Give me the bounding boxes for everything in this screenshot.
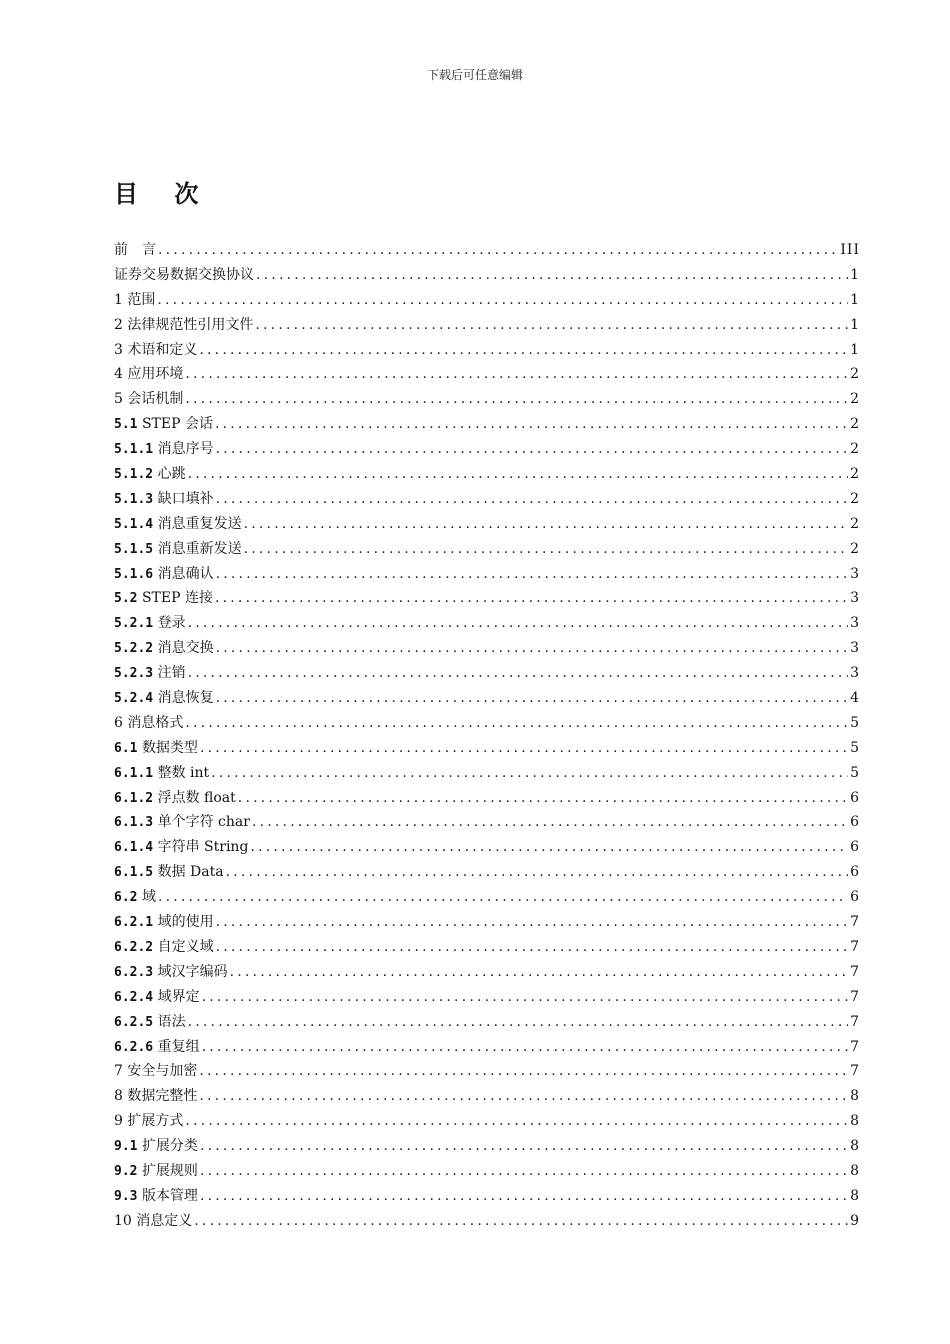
toc-entry[interactable]: [114, 860, 860, 885]
toc-entry-text: 法律规范性引用文件: [127, 316, 254, 333]
toc-leader-dots: [158, 238, 838, 263]
toc-list: [114, 238, 860, 1234]
toc-entry-page: 6: [850, 814, 860, 831]
toc-entry-page: 8: [850, 1113, 860, 1130]
toc-entry[interactable]: [114, 885, 860, 910]
toc-entry-number: 6.1.1: [114, 765, 154, 781]
toc-leader-dots: [216, 487, 848, 512]
toc-entry-page: 7: [850, 1038, 860, 1055]
toc-entry-text: 整数 int: [157, 764, 210, 781]
toc-entry-number: 6.2.4: [114, 989, 154, 1005]
toc-entry-label: [114, 1084, 199, 1109]
toc-leader-dots: [188, 462, 848, 487]
toc-entry-label: [114, 562, 216, 588]
toc-entry-number: 5: [114, 391, 123, 408]
toc-entry-label: [114, 885, 158, 911]
toc-leader-dots: [199, 338, 848, 363]
toc-leader-dots: [199, 1059, 848, 1084]
toc-entry-number: 5.1.6: [114, 566, 154, 582]
toc-entry-page: 2: [850, 490, 860, 507]
toc-leader-dots: [250, 835, 848, 860]
toc-leader-dots: [185, 387, 848, 412]
toc-entry-label: [114, 1134, 200, 1160]
toc-leader-dots: [252, 810, 848, 835]
toc-entry-text: 安全与加密: [127, 1063, 198, 1080]
toc-entry-page: 7: [850, 938, 860, 955]
toc-entry-label: [114, 1010, 188, 1036]
toc-entry[interactable]: [114, 338, 860, 363]
toc-entry-number: 5.2.2: [114, 641, 154, 657]
toc-entry-page: 6: [850, 889, 860, 906]
toc-entry-page: 2: [850, 540, 860, 557]
toc-entry-text: 消息交换: [157, 640, 214, 657]
toc-entry-page: 2: [850, 466, 860, 483]
toc-entry-page: 5: [850, 764, 860, 781]
toc-entry-number: 6: [114, 714, 123, 731]
toc-entry-text: 范围: [127, 291, 156, 308]
toc-leader-dots: [216, 562, 848, 587]
toc-entry-page: 7: [850, 963, 860, 980]
toc-leader-dots: [230, 960, 848, 985]
toc-entry-text: 注销: [157, 665, 186, 682]
toc-entry-text: 消息确认: [157, 565, 214, 582]
toc-entry-number: 5.2.3: [114, 666, 154, 682]
toc-entry[interactable]: [114, 711, 860, 736]
toc-entry-text: 版本管理: [141, 1187, 198, 1204]
toc-entry-number: 5.1.3: [114, 491, 154, 507]
toc-leader-dots: [158, 885, 848, 910]
toc-entry-number: 7: [114, 1063, 123, 1080]
toc-entry[interactable]: [114, 661, 860, 686]
toc-entry[interactable]: [114, 362, 860, 387]
toc-entry-page: 9: [850, 1212, 860, 1229]
toc-entry-page: 7: [850, 914, 860, 931]
toc-leader-dots: [215, 412, 848, 437]
toc-entry-text: 域界定: [157, 988, 200, 1005]
toc-entry[interactable]: [114, 985, 860, 1010]
toc-entry[interactable]: [114, 288, 860, 313]
toc-entry[interactable]: [114, 313, 860, 338]
toc-entry-page: 8: [850, 1187, 860, 1204]
toc-entry-page: III: [840, 242, 860, 258]
toc-entry-page: 5: [850, 714, 860, 731]
toc-entry-label: [114, 537, 244, 563]
toc-entry[interactable]: [114, 1010, 860, 1035]
toc-entry-label: [114, 338, 199, 363]
toc-entry-page: 7: [850, 1013, 860, 1030]
toc-entry[interactable]: [114, 1134, 860, 1159]
toc-entry-label: [114, 736, 200, 762]
toc-entry-label: [114, 487, 216, 513]
toc-leader-dots: [185, 1109, 848, 1134]
toc-entry-number: 8: [114, 1088, 123, 1105]
toc-entry-text: 扩展规则: [141, 1162, 198, 1179]
toc-entry-text: 缺口填补: [157, 490, 214, 507]
toc-title: 目 次: [114, 180, 213, 208]
toc-entry-page: 1: [850, 266, 860, 283]
toc-entry-number: 5.1.2: [114, 467, 154, 483]
toc-entry-text: 消息重新发送: [157, 540, 242, 557]
toc-entry[interactable]: [114, 238, 860, 263]
toc-entry-number: 6.2.3: [114, 964, 154, 980]
toc-entry-number: 2: [114, 316, 123, 333]
toc-entry-label: [114, 711, 185, 736]
toc-entry-page: 6: [850, 839, 860, 856]
toc-entry[interactable]: [114, 412, 860, 437]
toc-entry-page: 1: [850, 341, 860, 358]
toc-entry-label: [114, 835, 250, 861]
toc-entry[interactable]: [114, 586, 860, 611]
toc-entry-number: 1: [114, 291, 123, 308]
toc-entry-label: [114, 661, 188, 687]
toc-entry[interactable]: [114, 487, 860, 512]
toc-entry-label: [114, 860, 226, 886]
toc-entry-number: 5.2.1: [114, 616, 154, 632]
toc-entry-label: [114, 263, 256, 288]
toc-entry-label: [114, 636, 216, 662]
toc-leader-dots: [244, 512, 848, 537]
toc-leader-dots: [215, 586, 848, 611]
toc-entry[interactable]: [114, 512, 860, 537]
toc-entry-page: 3: [850, 565, 860, 582]
toc-entry-number: 6.1: [114, 740, 138, 756]
toc-entry[interactable]: [114, 686, 860, 711]
toc-entry[interactable]: [114, 1209, 860, 1234]
toc-entry-label: [114, 810, 252, 836]
toc-entry-text: 浮点数 float: [157, 789, 236, 806]
toc-entry[interactable]: [114, 736, 860, 761]
toc-leader-dots: [238, 786, 848, 811]
toc-entry[interactable]: [114, 636, 860, 661]
toc-entry[interactable]: [114, 437, 860, 462]
toc-entry-label: [114, 611, 188, 637]
toc-leader-dots: [244, 537, 848, 562]
toc-entry-label: [114, 1109, 185, 1134]
toc-entry-label: [114, 586, 215, 612]
toc-entry[interactable]: [114, 810, 860, 835]
toc-entry-number: 3: [114, 341, 123, 358]
toc-entry-page: 2: [850, 441, 860, 458]
toc-entry-page: 3: [850, 665, 860, 682]
toc-entry[interactable]: [114, 910, 860, 935]
toc-entry-label: [114, 985, 202, 1011]
toc-entry[interactable]: [114, 1059, 860, 1084]
toc-entry-label: [114, 512, 244, 538]
toc-entry-number: 9: [114, 1113, 123, 1130]
toc-entry[interactable]: [114, 387, 860, 412]
toc-entry-text: 心跳: [157, 466, 186, 483]
toc-entry[interactable]: [114, 1159, 860, 1184]
toc-entry-text: 消息恢复: [157, 690, 214, 707]
toc-entry[interactable]: [114, 1184, 860, 1209]
toc-entry-label: [114, 1209, 194, 1234]
toc-entry-text: 语法: [157, 1013, 186, 1030]
toc-entry-label: [114, 387, 185, 412]
toc-entry-text: 登录: [157, 615, 186, 632]
toc-entry-number: 6.1.4: [114, 840, 154, 856]
toc-entry-number: 5.1.4: [114, 516, 154, 532]
toc-leader-dots: [194, 1209, 848, 1234]
toc-leader-dots: [255, 313, 848, 338]
toc-entry-number: 6.2.6: [114, 1039, 154, 1055]
toc-entry-page: 6: [850, 789, 860, 806]
toc-leader-dots: [226, 860, 848, 885]
toc-entry-page: 2: [850, 515, 860, 532]
toc-entry-page: 8: [850, 1088, 860, 1105]
toc-entry-number: 6.2.1: [114, 915, 154, 931]
toc-entry-text: 证券交易数据交换协议: [114, 266, 254, 283]
toc-entry-number: 6.2.5: [114, 1014, 154, 1030]
toc-entry-label: [114, 960, 230, 986]
toc-leader-dots: [200, 1184, 848, 1209]
toc-leader-dots: [216, 686, 848, 711]
toc-entry-number: 9.3: [114, 1188, 138, 1204]
toc-entry-label: [114, 362, 185, 387]
toc-entry-number: 6.1.3: [114, 815, 154, 831]
toc-entry-label: [114, 935, 216, 961]
toc-entry-text: 数据完整性: [127, 1088, 198, 1105]
toc-leader-dots: [188, 661, 848, 686]
toc-entry[interactable]: [114, 761, 860, 786]
toc-entry-text: 扩展分类: [141, 1138, 198, 1155]
toc-entry-number: 6.1.5: [114, 865, 154, 881]
toc-entry-label: [114, 910, 216, 936]
toc-entry-number: 9.2: [114, 1163, 138, 1179]
toc-entry-page: 3: [850, 615, 860, 632]
toc-entry-text: 自定义域: [157, 938, 214, 955]
toc-entry-text: 消息序号: [157, 441, 214, 458]
toc-entry-number: 4: [114, 366, 123, 383]
toc-entry-page: 7: [850, 1063, 860, 1080]
toc-entry[interactable]: [114, 1084, 860, 1109]
toc-entry-page: 6: [850, 864, 860, 881]
toc-entry[interactable]: [114, 960, 860, 985]
toc-leader-dots: [188, 1010, 848, 1035]
toc-leader-dots: [256, 263, 848, 288]
toc-entry[interactable]: [114, 611, 860, 636]
toc-entry-page: 3: [850, 590, 860, 607]
toc-entry-text: 域的使用: [157, 914, 214, 931]
toc-entry-label: [114, 437, 216, 463]
toc-entry-text: 域汉字编码: [157, 963, 228, 980]
toc-entry-text: 应用环境: [127, 366, 184, 383]
toc-leader-dots: [216, 437, 848, 462]
toc-entry-page: 8: [850, 1138, 860, 1155]
toc-entry[interactable]: [114, 263, 860, 288]
toc-entry-number: 6.1.2: [114, 790, 154, 806]
toc-leader-dots: [157, 288, 848, 313]
toc-entry-label: [114, 686, 216, 712]
toc-entry-text: 会话机制: [127, 391, 184, 408]
toc-leader-dots: [185, 362, 848, 387]
toc-leader-dots: [216, 636, 848, 661]
toc-entry-number: 6.2: [114, 890, 138, 906]
toc-entry-number: 5.2.4: [114, 691, 154, 707]
toc-entry-page: 8: [850, 1162, 860, 1179]
toc-entry-number: 6.2.2: [114, 939, 154, 955]
toc-entry-text: 重复组: [157, 1038, 200, 1055]
toc-entry-label: [114, 1184, 200, 1210]
toc-entry-text: 消息格式: [127, 714, 184, 731]
toc-entry-text: 术语和定义: [127, 341, 198, 358]
toc-entry-page: 2: [850, 366, 860, 383]
toc-entry-text: 前 言: [114, 242, 156, 258]
toc-entry-label: [114, 288, 157, 313]
toc-entry-label: [114, 412, 215, 438]
toc-entry-page: 3: [850, 640, 860, 657]
toc-entry-text: 数据类型: [141, 739, 198, 756]
toc-entry-label: [114, 1035, 202, 1061]
toc-entry-text: 域: [141, 889, 156, 906]
toc-entry[interactable]: [114, 786, 860, 811]
toc-entry-label: [114, 313, 255, 338]
toc-entry[interactable]: [114, 562, 860, 587]
toc-entry-page: 1: [850, 291, 860, 308]
toc-entry-text: STEP 连接: [141, 590, 213, 607]
toc-entry-label: [114, 786, 238, 812]
toc-entry-text: 扩展方式: [127, 1113, 184, 1130]
toc-entry-text: 数据 Data: [157, 864, 224, 881]
toc-entry-number: 5.1: [114, 417, 138, 433]
toc-entry[interactable]: [114, 1035, 860, 1060]
toc-entry-text: 字符串 String: [157, 839, 249, 856]
toc-leader-dots: [202, 1035, 848, 1060]
toc-entry-number: 5.1.1: [114, 442, 154, 458]
toc-entry-number: 5.1.5: [114, 541, 154, 557]
toc-entry-label: [114, 1159, 200, 1185]
toc-entry-page: 5: [850, 739, 860, 756]
toc-entry[interactable]: [114, 462, 860, 487]
toc-entry-page: 2: [850, 416, 860, 433]
toc-leader-dots: [200, 1134, 848, 1159]
toc-leader-dots: [216, 910, 848, 935]
toc-leader-dots: [211, 761, 848, 786]
toc-entry-page: 4: [850, 690, 860, 707]
toc-leader-dots: [216, 935, 848, 960]
toc-leader-dots: [202, 985, 848, 1010]
toc-entry-number: 5.2: [114, 591, 138, 607]
toc-entry-label: [114, 238, 158, 263]
toc-entry-label: [114, 1059, 199, 1084]
toc-leader-dots: [200, 1159, 848, 1184]
toc-entry[interactable]: [114, 537, 860, 562]
toc-entry-text: 消息重复发送: [157, 515, 242, 532]
toc-leader-dots: [199, 1084, 848, 1109]
toc-entry-page: 2: [850, 391, 860, 408]
toc-entry[interactable]: [114, 1109, 860, 1134]
toc-entry-text: 单个字符 char: [157, 814, 250, 831]
toc-entry[interactable]: [114, 935, 860, 960]
toc-leader-dots: [200, 736, 848, 761]
toc-entry[interactable]: [114, 835, 860, 860]
toc-leader-dots: [188, 611, 848, 636]
toc-entry-number: 10: [114, 1212, 132, 1229]
toc-entry-page: 1: [850, 316, 860, 333]
header-note: 下载后可任意编辑: [426, 68, 523, 82]
toc-entry-number: 9.1: [114, 1139, 138, 1155]
toc-entry-page: 7: [850, 988, 860, 1005]
toc-leader-dots: [185, 711, 848, 736]
toc-entry-text: STEP 会话: [141, 416, 213, 433]
toc-entry-label: [114, 761, 211, 787]
toc-entry-label: [114, 462, 188, 488]
toc-entry-text: 消息定义: [136, 1212, 193, 1229]
